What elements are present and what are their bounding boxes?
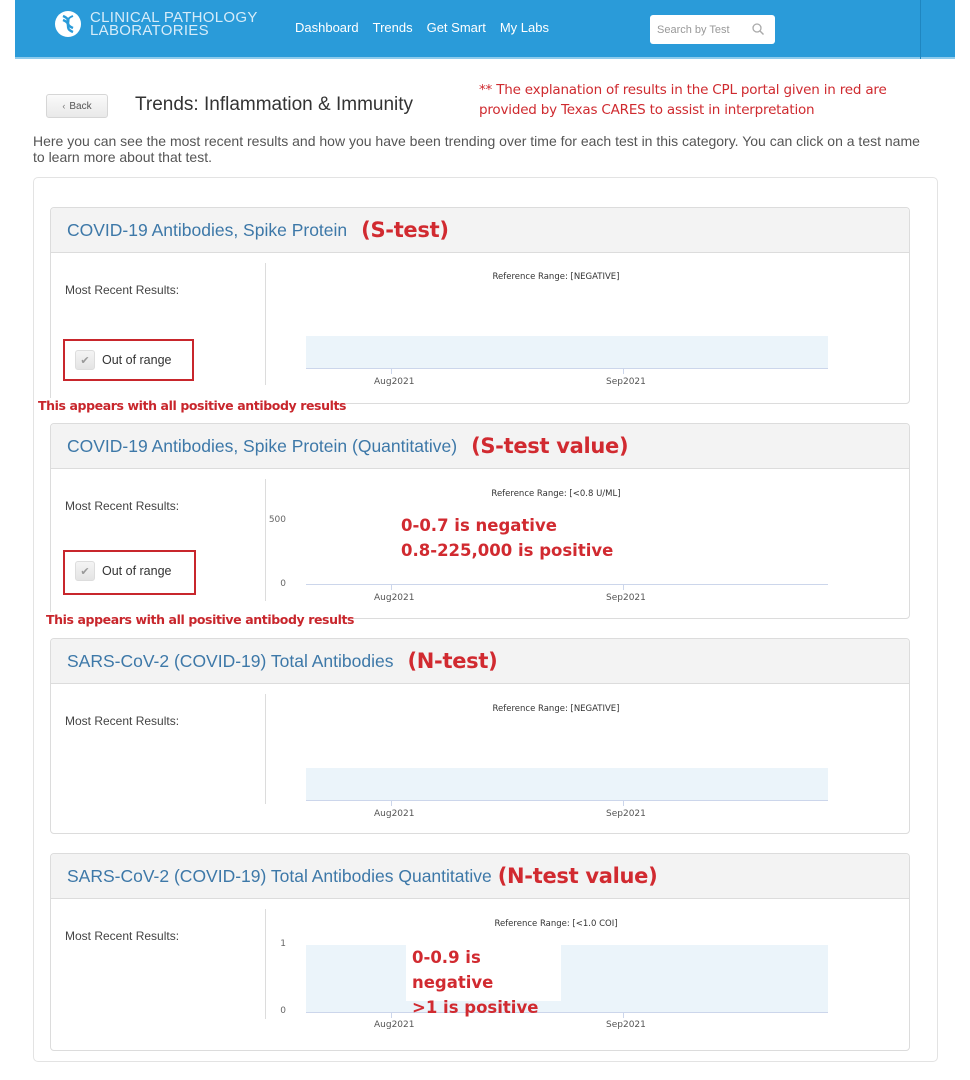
test-name-link[interactable]: COVID-19 Antibodies, Spike Protein (Quantitative) [67, 435, 458, 456]
trend-chart [266, 253, 906, 403]
x-label-sep: Sep2021 [606, 593, 646, 603]
back-label: Back [69, 100, 92, 112]
x-tick [623, 368, 624, 374]
search-input[interactable] [657, 24, 742, 36]
interpretation-disclaimer: ** The explanation of results in the CPL portal given in red are provided by Texas CARES to assist in interpretation [479, 82, 887, 118]
out-of-range-highlight [63, 550, 196, 595]
panel-header [51, 639, 909, 684]
interpretation-line: 0-0.7 is negative [401, 516, 557, 535]
panel-header [51, 424, 909, 469]
page-title: Trends: Inflammation & Immunity [135, 94, 414, 115]
x-axis [306, 800, 828, 801]
trend-chart [266, 469, 906, 619]
reference-band [306, 945, 828, 1012]
y-label-max: 500 [268, 515, 286, 525]
x-label-sep: Sep2021 [606, 809, 646, 819]
y-label-min: 0 [280, 1006, 286, 1016]
nav-trends[interactable]: Trends [372, 20, 413, 35]
checkmark-icon: ✔ [75, 561, 95, 581]
interpretation-note [406, 945, 561, 1017]
panel-header [51, 208, 909, 253]
test-name-link[interactable]: SARS-CoV-2 (COVID-19) Total Antibodies Quantitative [67, 865, 492, 886]
intro-text: Here you can see the most recent results and how you have been trending over time for each test in this category. You can click on a test name to learn more about that test. [33, 133, 920, 165]
x-tick [623, 800, 624, 806]
most-recent-results-label: Most Recent Results: [65, 714, 180, 728]
x-tick [391, 368, 392, 374]
most-recent-results-label: Most Recent Results: [65, 283, 180, 297]
test-panel-spike-protein [50, 207, 910, 404]
brand-line-1: CLINICAL PATHOLOGY [90, 9, 258, 26]
annotation-tag: (S-test value) [471, 434, 629, 458]
annotation-tag: (S-test) [361, 218, 449, 242]
brand-name [90, 11, 258, 37]
test-panel-total-antibodies-quantitative [50, 853, 910, 1051]
top-navbar [15, 0, 955, 59]
out-of-range-label: Out of range [102, 353, 172, 367]
x-label-aug: Aug2021 [374, 593, 415, 603]
x-tick [391, 800, 392, 806]
reference-range: Reference Range: [<1.0 COI] [494, 919, 618, 929]
reference-range: Reference Range: [NEGATIVE] [492, 704, 620, 714]
trend-chart [266, 684, 906, 834]
test-name-link[interactable]: SARS-CoV-2 (COVID-19) Total Antibodies [67, 650, 394, 671]
most-recent-results-label: Most Recent Results: [65, 499, 180, 513]
out-of-range-note: This appears with all positive antibody results [38, 398, 347, 413]
panel-header [51, 854, 909, 899]
interpretation-line: 0.8-225,000 is positive [401, 541, 614, 560]
test-name-link[interactable]: COVID-19 Antibodies, Spike Protein [67, 219, 348, 240]
out-of-range-label: Out of range [102, 564, 172, 578]
most-recent-results-label: Most Recent Results: [65, 929, 180, 943]
x-axis [306, 1012, 828, 1013]
out-of-range-note: This appears with all positive antibody results [46, 612, 355, 627]
x-label-sep: Sep2021 [606, 377, 646, 387]
reference-range: Reference Range: [<0.8 U/ML] [491, 489, 621, 499]
chevron-left-icon: ‹ [62, 101, 66, 111]
nav-divider [920, 0, 921, 59]
x-label-aug: Aug2021 [374, 809, 415, 819]
interpretation-note [401, 513, 613, 563]
x-label-aug: Aug2021 [374, 377, 415, 387]
search-box [650, 15, 775, 44]
back-button[interactable] [46, 94, 108, 118]
annotation-tag: (N-test value) [497, 864, 658, 888]
y-label-max: 1 [280, 939, 286, 949]
interpretation-line: 0-0.9 is negative [412, 948, 494, 992]
brand-logo-link[interactable] [55, 11, 258, 37]
out-of-range-highlight [63, 339, 194, 381]
nav-dashboard[interactable]: Dashboard [295, 20, 359, 35]
test-panel-spike-protein-quantitative [50, 423, 910, 619]
reference-range: Reference Range: [NEGATIVE] [492, 272, 620, 282]
nav-links [295, 20, 563, 35]
x-tick [623, 1012, 624, 1018]
reference-band [306, 336, 828, 368]
x-label-aug: Aug2021 [374, 1020, 415, 1030]
x-label-sep: Sep2021 [606, 1020, 646, 1030]
interpretation-line: >1 is positive [412, 998, 539, 1017]
x-axis [306, 584, 828, 585]
x-axis [306, 368, 828, 369]
dna-logo-icon [55, 11, 81, 37]
reference-band [306, 768, 828, 800]
brand-line-2: LABORATORIES [90, 22, 209, 39]
y-label-min: 0 [280, 579, 286, 589]
x-tick [623, 584, 624, 590]
x-tick [391, 1012, 392, 1018]
trend-chart [266, 899, 906, 1049]
checkmark-icon: ✔ [75, 350, 95, 370]
nav-get-smart[interactable]: Get Smart [426, 20, 486, 35]
nav-my-labs[interactable]: My Labs [499, 20, 549, 35]
annotation-tag: (N-test) [407, 649, 498, 673]
test-panel-total-antibodies [50, 638, 910, 834]
x-tick [391, 584, 392, 590]
search-icon[interactable] [751, 22, 765, 36]
